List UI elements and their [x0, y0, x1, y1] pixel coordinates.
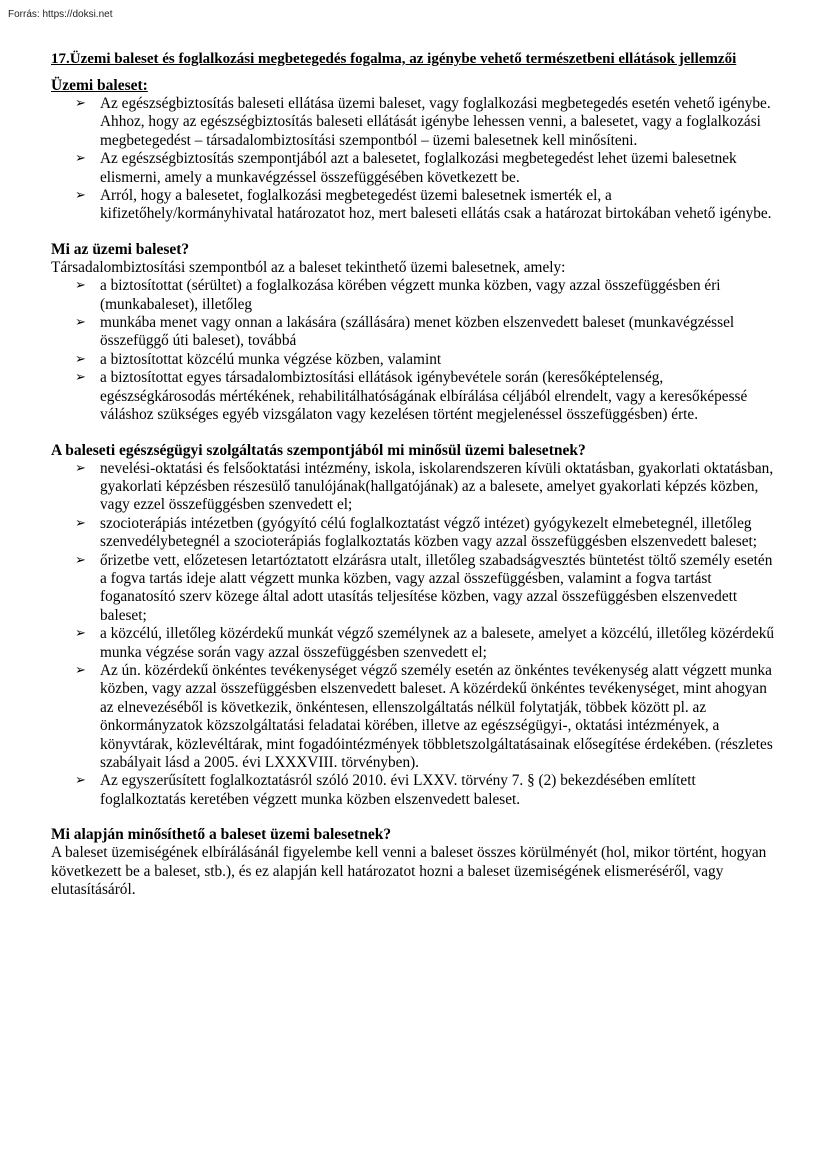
arrow-bullet-icon: ➢	[75, 662, 86, 678]
arrow-bullet-icon: ➢	[75, 515, 86, 531]
section-mi-az-uzemi-baleset	[51, 241, 781, 425]
list-item: ➢ szocioterápiás intézetben (gyógyító célú foglalkoztatást végző intézet) gyógykezelt elmebetegnél, illetőleg szenvedélybetegnél a szocioterápiás foglalkoztatás közben vagy azzal összefüggésben elszenvedett baleset;	[75, 514, 758, 551]
list-item: ➢ munkába menet vagy onnan a lakására (szállására) menet közben elszenvedett baleset (munkavégzéssel összefüggő úti baleset), továbbá	[75, 314, 735, 350]
arrow-bullet-icon: ➢	[75, 626, 86, 642]
document-title: 17.Üzemi baleset és foglalkozási megbetegedés fogalma, az igénybe vehető természetbeni ellátások jellemzői	[51, 51, 737, 67]
list-item: ➢ Arról, hogy a balesetet, foglalkozási megbetegedést üzemi balesetnek ismerték el, a kifizetőhely/kormányhivatal határozatot hoz, mert baleseti ellátás csak a határozat birtokában vehető igénybe.	[75, 187, 772, 223]
arrow-bullet-icon: ➢	[75, 315, 86, 331]
list-item: ➢ Az egészségbiztosítás szempontjából azt a balesetet, foglalkozási megbetegedést lehet üzemi balesetnek elismerni, amely a munkavégzéssel összefüggésében következett be.	[75, 150, 737, 186]
section-intro: Társadalombiztosítási szempontból az a baleset tekinthető üzemi balesetnek, amely:	[51, 258, 566, 276]
section-uzemi-baleset	[51, 77, 781, 224]
list-item: ➢ Az ún. közérdekű önkéntes tevékenységet végző személy esetén az önkéntes tevékenység alatt végzett munka közben, vagy azzal összefüggésben elszenvedett baleset. A közérdekű önkéntes tevékenységet, mint ahogyan az elnevezéséből is következik, önkéntesen, ellenszolgáltatás nélkül folytatják, többek között pl. az önkormányzatok közszolgáltatási feladatai körében, illetve az egészségügyi-, oktatási intézmények, a könyvtárak, közlevéltárak, mint fogadóintézmények többletszolgáltatásainak elősegítése érdekében. (részletes szabályait lásd a 2005. évi LXXXVIII. törvényben).	[75, 661, 773, 771]
arrow-bullet-icon: ➢	[75, 96, 86, 111]
arrow-bullet-icon: ➢	[75, 370, 86, 386]
section-heading: Mi alapján minősíthető a baleset üzemi balesetnek?	[51, 826, 392, 844]
list-item: ➢ a biztosítottat egyes társadalombiztosítási ellátások igénybevétele során (keresőképtelenség, egészségkárosodás mértékének, rehabilitálhatóságának elbírálása céljából elrendelt, vagy a keresőképessé váláshoz szükséges egyéb vizsgálaton vagy kezelésen történt megjelenéssel összefüggésben) érte.	[75, 369, 748, 424]
bullet-list	[51, 460, 781, 810]
arrow-bullet-icon: ➢	[75, 151, 86, 167]
list-item: ➢ Az egészségbiztosítás baleseti ellátása üzemi baleset, vagy foglalkozási megbetegedés esetén vehető igénybe. Ahhoz, hogy az egészségbiztosítás baleseti ellátását igénybe lehessen venni, a balesetet, vagy a foglalkozási megbetegedést – társadalombiztosítási szempontból – üzemi balesetnek kell minősíteni.	[75, 95, 771, 149]
arrow-bullet-icon: ➢	[75, 351, 86, 367]
bullet-list	[51, 277, 781, 424]
arrow-bullet-icon: ➢	[75, 773, 86, 789]
list-item: ➢ a közcélú, illetőleg közérdekű munkát végző személynek az a balesete, amelyet a közcélú, illetőleg közérdekű munka végzése során vagy azzal összefüggésben szenvedett el;	[75, 625, 775, 661]
list-item: ➢ őrizetbe vett, előzetesen letartóztatott elzárásra utalt, illetőleg szabadságvesztés büntetést töltő személy esetén a fogva tartás ideje alatt végzett munka közben, vagy azzal összefüggésben, valamint a fogva tartást foganatosító szerv közege által adott utasítás teljesítése közben, vagy azzal összefüggésben elszenvedett baleset;	[75, 551, 773, 624]
list-item: ➢ nevelési-oktatási és felsőoktatási intézmény, iskola, iskolarendszeren kívüli oktatásban, gyakorlati oktatásban, gyakorlati képzésben részesülő tanulójának(hallgatójának) az a balesete, amelyet gyakorlati képzés közben, vagy ezzel összefüggésben szenvedett el;	[75, 459, 774, 514]
arrow-bullet-icon: ➢	[75, 278, 86, 294]
section-paragraph: A baleset üzemiségének elbírálásánál figyelembe kell venni a baleset összes körülményét (hol, mikor történt, hogyan következett be a baleset, stb.), és ez alapján kell határozatot hozni a baleset üzemiségének elismeréséről, vagy elutasításáról.	[51, 844, 767, 899]
arrow-bullet-icon: ➢	[75, 460, 86, 476]
arrow-bullet-icon: ➢	[75, 188, 86, 204]
list-item: ➢ a biztosítottat (sérültet) a foglalkozása körében végzett munka közben, vagy azzal összefüggésben éri (munkabaleset), illetőleg	[75, 277, 721, 313]
document-page	[51, 50, 781, 899]
section-baleseti-egeszsegugyi-szolgaltatas	[51, 442, 781, 810]
list-item: ➢ a biztosítottat közcélú munka végzése közben, valamint	[75, 350, 442, 368]
list-item: ➢ Az egyszerűsített foglalkoztatásról szóló 2010. évi LXXV. törvény 7. § (2) bekezdésében említett foglalkoztatás keretében végzett munka közben elszenvedett baleset.	[75, 772, 696, 808]
section-heading: Mi az üzemi baleset?	[51, 240, 190, 258]
section-heading: A baleseti egészségügyi szolgáltatás szempontjából mi minősül üzemi balesetnek?	[51, 441, 586, 459]
section-heading: Üzemi baleset:	[51, 77, 148, 94]
section-mi-alapjan-minosithato	[51, 826, 781, 899]
source-label: Forrás: https://doksi.net	[8, 9, 113, 20]
bullet-list	[51, 95, 781, 224]
arrow-bullet-icon: ➢	[75, 552, 86, 568]
